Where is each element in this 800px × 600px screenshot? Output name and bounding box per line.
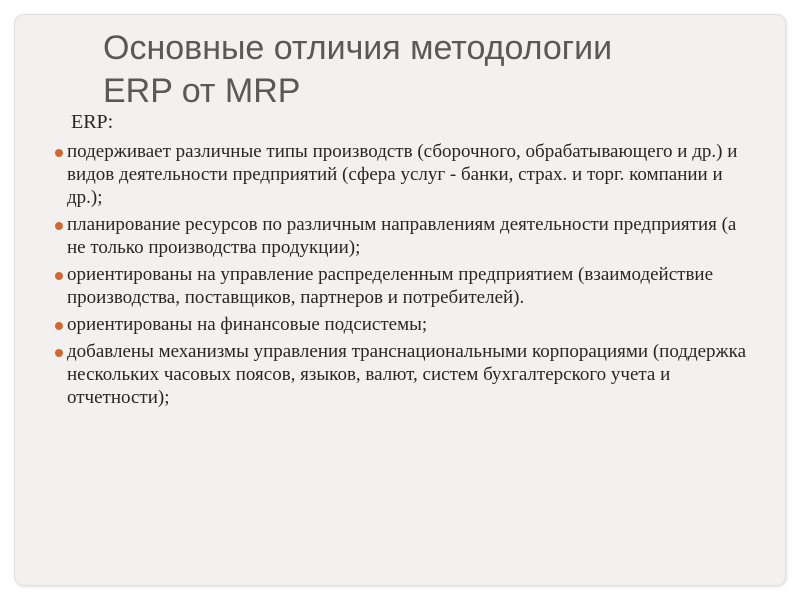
bullet-text: планирование ресурсов по различным направлениям деятельности предприятия (а не только производства продукции); (67, 214, 737, 258)
bullet-text: подерживает различные типы производств (сборочного, обрабатывающего и др.) и видов деятельности предприятий (сфера услуг - банки, страх. и торг. компании и др.); (67, 141, 738, 208)
bullet-item (55, 140, 755, 209)
title-line-2: ERP от MRP (103, 72, 301, 110)
bullet-dot-icon (55, 222, 63, 230)
bullet-item (55, 313, 755, 336)
section-heading: ERP: (71, 111, 114, 133)
bullet-text: ориентированы на управление распределенным предприятием (взаимодействие производства, поставщиков, партнеров и потребителей). (67, 264, 714, 308)
bullet-item (55, 263, 755, 309)
slide (14, 14, 786, 586)
bullet-text: ориентированы на финансовые подсистемы; (67, 314, 428, 335)
bullet-item (55, 213, 755, 259)
title-line-1: Основные отличия методологии (103, 29, 613, 67)
bullet-dot-icon (55, 349, 63, 357)
slide-content (55, 110, 755, 413)
bullet-text: добавлены механизмы управления транснациональными корпорациями (поддержка нескольких часовых поясов, языков, валют, систем бухгалтерского учета и отчетности); (67, 341, 747, 408)
slide-title (103, 27, 753, 113)
bullet-item (55, 340, 755, 409)
bullet-dot-icon (55, 149, 63, 157)
bullet-dot-icon (55, 272, 63, 280)
bullet-dot-icon (55, 322, 63, 330)
